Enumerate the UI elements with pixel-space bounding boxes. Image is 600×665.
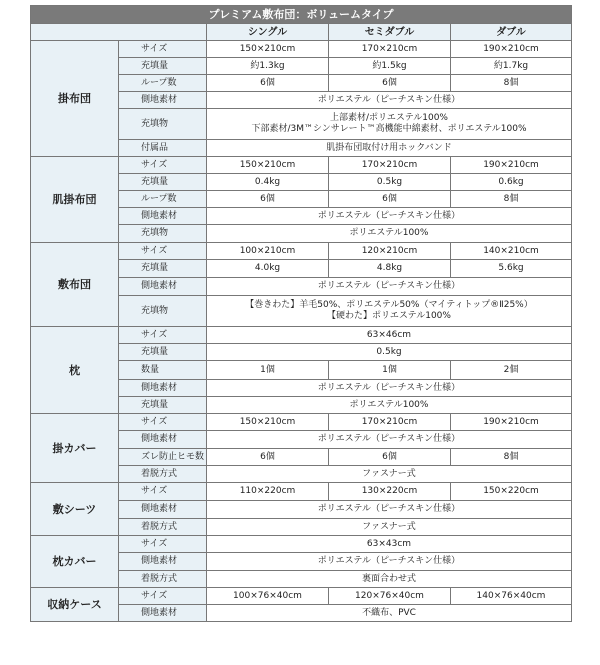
value-cell: 170×210cm [329,414,451,431]
value-cell: 140×210cm [451,243,572,260]
attribute-label: サイズ [119,536,207,553]
attribute-label: 数量 [119,361,207,380]
merged-value-cell: ポリエステル（ピーチスキン仕様） [207,380,572,397]
attribute-label: 側地素材 [119,380,207,397]
merged-value-cell: 不織布、PVC [207,605,572,622]
value-cell: 4.8kg [329,260,451,278]
section-label: 掛カバー [31,414,119,483]
value-cell: 150×210cm [207,414,329,431]
section-label: 枕 [31,327,119,414]
attribute-label: サイズ [119,588,207,605]
header-double: ダブル [451,24,572,41]
value-line: 【巻きわた】羊毛50%、ポリエステル50%（マイティトップ®Ⅱ25%） [245,300,533,310]
value-cell: 120×210cm [329,243,451,260]
value-cell: 8個 [451,75,572,92]
attribute-label: 充填量 [119,58,207,75]
value-cell: 190×210cm [451,41,572,58]
value-cell: 約1.5kg [329,58,451,75]
value-line: 下部素材/3M™シンサレート™高機能中綿素材、ポリエステル100% [251,124,527,134]
merged-value-cell: ポリエステル100% [207,225,572,243]
attribute-label: サイズ [119,41,207,58]
value-cell: 1個 [207,361,329,380]
attribute-label: 充填物 [119,109,207,140]
table-row [31,243,572,260]
table-row [31,327,572,344]
merged-value-cell: ポリエステル（ピーチスキン仕様） [207,92,572,109]
attribute-label: サイズ [119,483,207,501]
merged-value-cell: 0.5kg [207,344,572,361]
attribute-label: サイズ [119,157,207,174]
attribute-label: 充填量 [119,397,207,414]
value-line: 上部素材/ポリエステル100% [330,113,448,123]
value-cell: 0.6kg [451,174,572,191]
value-cell: 0.5kg [329,174,451,191]
value-cell: 0.4kg [207,174,329,191]
value-cell: 4.0kg [207,260,329,278]
attribute-label: サイズ [119,327,207,344]
spec-table [30,5,572,622]
table-row [31,536,572,553]
value-cell: 6個 [329,75,451,92]
attribute-label: 着脱方式 [119,466,207,483]
merged-value-cell: ポリエステル（ピーチスキン仕様） [207,278,572,296]
header-blank [31,24,207,41]
value-cell: 約1.7kg [451,58,572,75]
merged-value-cell: ファスナー式 [207,466,572,483]
value-cell: 130×220cm [329,483,451,501]
value-cell: 5.6kg [451,260,572,278]
table-row [31,414,572,431]
header-row [31,24,572,41]
value-cell: 2個 [451,361,572,380]
attribute-label: 充填量 [119,260,207,278]
attribute-label: 側地素材 [119,278,207,296]
merged-value-cell: ポリエステル（ピーチスキン仕様） [207,208,572,225]
attribute-label: 側地素材 [119,605,207,622]
section-label: 掛布団 [31,41,119,157]
merged-value-cell: 肌掛布団取付け用ホックバンド [207,140,572,157]
value-cell: 6個 [329,191,451,208]
attribute-label: 側地素材 [119,553,207,571]
attribute-label: 充填量 [119,174,207,191]
value-cell: 6個 [207,449,329,466]
value-cell: 8個 [451,191,572,208]
section-label: 肌掛布団 [31,157,119,243]
value-cell: 170×210cm [329,157,451,174]
merged-value-cell: 63×43cm [207,536,572,553]
value-cell: 190×210cm [451,157,572,174]
value-line: 【硬わた】ポリエステル100% [327,311,451,321]
section-label: 収納ケース [31,588,119,622]
table-row [31,588,572,605]
value-cell: 8個 [451,449,572,466]
table-row [31,41,572,58]
header-semi-double: セミダブル [329,24,451,41]
merged-value-cell: ポリエステル（ピーチスキン仕様） [207,553,572,571]
attribute-label: 充填量 [119,344,207,361]
section-label: 敷シーツ [31,483,119,536]
value-cell: 150×210cm [207,157,329,174]
attribute-label: 充填物 [119,225,207,243]
table-row [31,157,572,174]
attribute-label: 側地素材 [119,501,207,519]
merged-value-cell: ポリエステル（ピーチスキン仕様） [207,431,572,449]
value-cell: 140×76×40cm [451,588,572,605]
value-cell: 約1.3kg [207,58,329,75]
value-cell: 150×210cm [207,41,329,58]
merged-value-cell: 63×46cm [207,327,572,344]
attribute-label: 付属品 [119,140,207,157]
value-cell: 100×76×40cm [207,588,329,605]
header-single: シングル [207,24,329,41]
attribute-label: 着脱方式 [119,519,207,536]
merged-value-cell: ファスナー式 [207,519,572,536]
attribute-label: 側地素材 [119,92,207,109]
merged-value-cell: 裏面合わせ式 [207,571,572,588]
merged-value-cell [207,109,572,140]
table-title: プレミアム敷布団：ボリュームタイプ [31,6,572,24]
value-cell: 120×76×40cm [329,588,451,605]
merged-value-cell: ポリエステル（ピーチスキン仕様） [207,501,572,519]
attribute-label: 着脱方式 [119,571,207,588]
value-cell: 190×210cm [451,414,572,431]
merged-value-cell: ポリエステル100% [207,397,572,414]
value-cell: 100×210cm [207,243,329,260]
attribute-label: 側地素材 [119,431,207,449]
value-cell: 6個 [207,75,329,92]
section-label: 枕カバー [31,536,119,588]
spec-table-body [31,6,572,622]
value-cell: 150×220cm [451,483,572,501]
table-row [31,483,572,501]
attribute-label: ズレ防止ヒモ数 [119,449,207,466]
attribute-label: ループ数 [119,191,207,208]
value-cell: 6個 [329,449,451,466]
title-row [31,6,572,24]
section-label: 敷布団 [31,243,119,327]
attribute-label: 充填物 [119,296,207,327]
merged-value-cell [207,296,572,327]
value-cell: 6個 [207,191,329,208]
value-cell: 110×220cm [207,483,329,501]
attribute-label: サイズ [119,414,207,431]
attribute-label: ループ数 [119,75,207,92]
attribute-label: サイズ [119,243,207,260]
value-cell: 1個 [329,361,451,380]
attribute-label: 側地素材 [119,208,207,225]
value-cell: 170×210cm [329,41,451,58]
